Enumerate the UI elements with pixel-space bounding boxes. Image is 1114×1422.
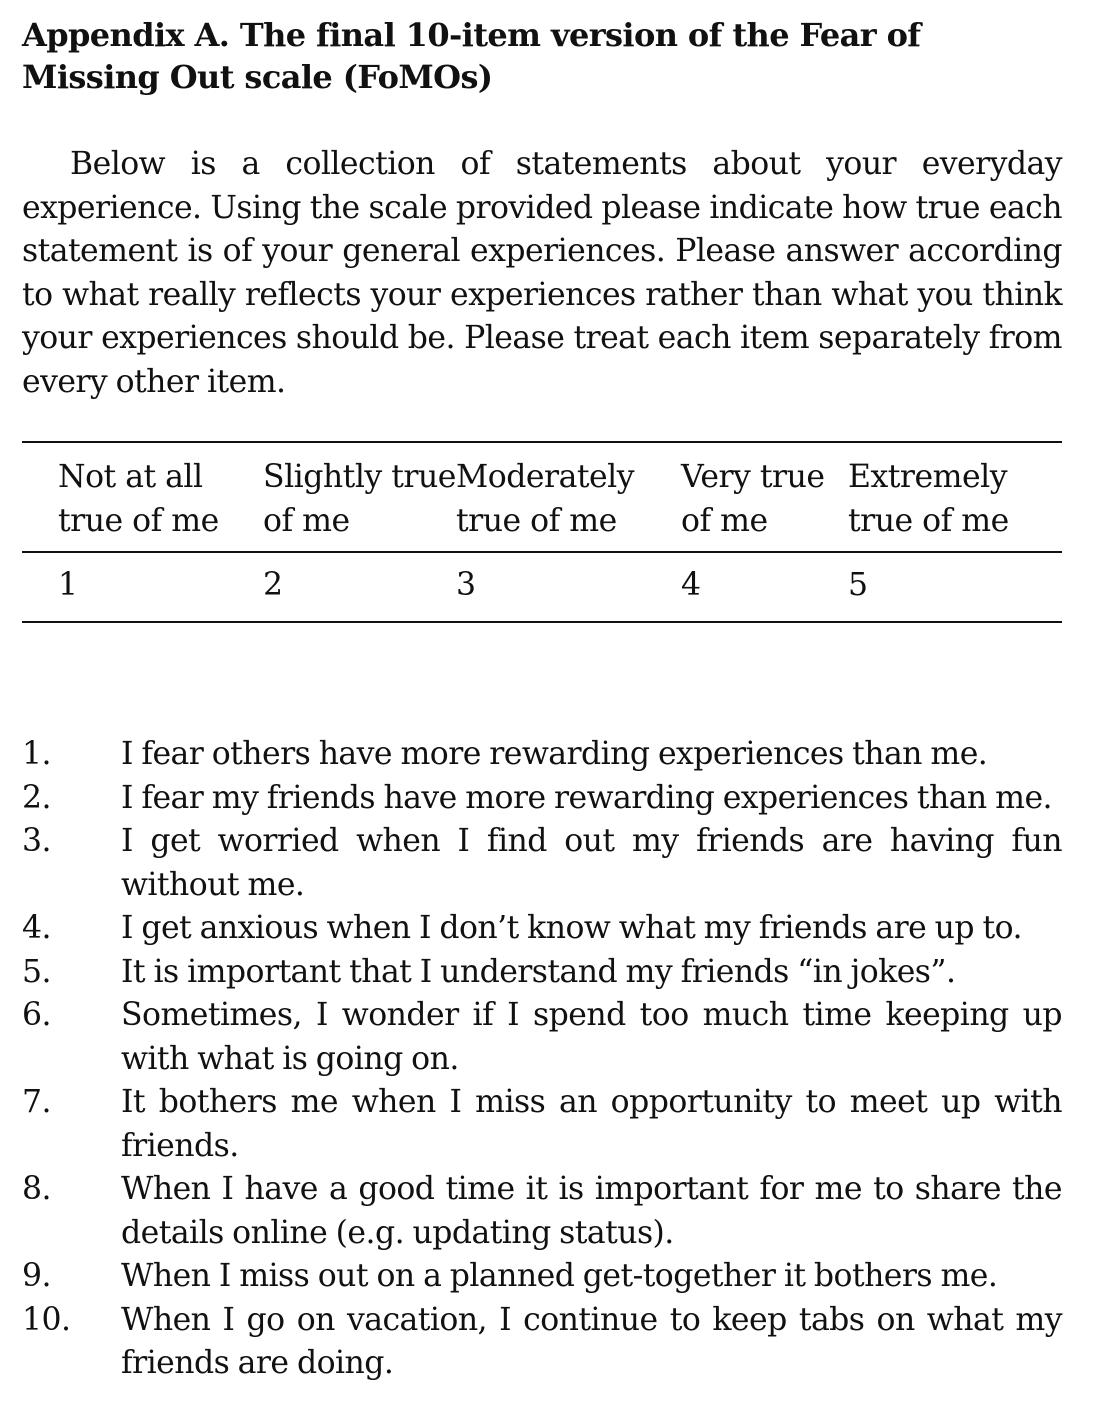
list-item — [22, 994, 1062, 1081]
item-number: 6. — [22, 997, 51, 1033]
scale-value-row — [22, 552, 1062, 622]
item-number: 5. — [22, 953, 51, 990]
list-item — [22, 733, 1062, 777]
item-text: I get worried when I find out my friends are having fun without me. — [121, 823, 1062, 903]
scale-value-2: 2 — [263, 567, 283, 603]
item-text: I get anxious when I don’t know what my friends are up to. — [121, 910, 1022, 946]
item-number: 3. — [22, 823, 51, 859]
item-number: 1. — [22, 736, 51, 772]
scale-header-1: Not at all true of me — [58, 459, 219, 539]
item-text: When I miss out on a planned get-together it bothers me. — [121, 1258, 998, 1294]
scale-header-row — [22, 442, 1062, 552]
item-text: It is important that I understand my friends “in jokes”. — [121, 953, 956, 990]
item-text: When I go on vacation, I continue to keep tabs on what my friends are doing. — [121, 1301, 1062, 1381]
item-number: 7. — [22, 1084, 51, 1120]
scale-value-5: 5 — [848, 567, 868, 603]
scale-header-5: Extremely true of me — [848, 459, 1009, 539]
item-text: It bothers me when I miss an opportunity to meet up with friends. — [121, 1084, 1062, 1164]
appendix-title: Appendix A. The final 10-item version of the Fear of Missing Out scale (FoMOs) — [22, 16, 921, 96]
item-text: Sometimes, I wonder if I spend too much time keeping up with what is going on. — [121, 997, 1062, 1077]
scale-value-3: 3 — [456, 567, 476, 603]
list-item — [22, 1168, 1062, 1255]
scale-value-4: 4 — [681, 567, 701, 603]
list-item — [22, 1255, 1062, 1299]
list-item — [22, 907, 1062, 951]
item-number: 4. — [22, 910, 51, 946]
list-item — [22, 1081, 1062, 1168]
scale-value-1: 1 — [58, 567, 78, 603]
scale-header-3: Moderately true of me — [456, 459, 635, 539]
list-item — [22, 1299, 1062, 1386]
item-text: I fear my friends have more rewarding experiences than me. — [121, 779, 1053, 816]
item-number: 8. — [22, 1171, 51, 1207]
response-scale-table — [22, 441, 1062, 623]
item-number: 2. — [22, 779, 51, 816]
list-item — [22, 777, 1062, 821]
scale-items-list — [22, 733, 1062, 1386]
paper-page — [22, 0, 1062, 1386]
list-item — [22, 951, 1062, 995]
scale-header-4: Very true of me — [681, 459, 825, 539]
instructions-paragraph: Below is a collection of statements about your everyday experience. Using the scale provided please indicate how true each statement is of your general experiences. Please answer according to what really reflects your experiences rather than what you think your experiences should be. Please treat each item separately from every other item. — [22, 146, 1062, 400]
item-text: When I have a good time it is important for me to share the details online (e.g. updating status). — [121, 1171, 1062, 1251]
item-text: I fear others have more rewarding experiences than me. — [121, 736, 988, 772]
list-item — [22, 820, 1062, 907]
scale-header-2: Slightly true of me — [263, 459, 456, 539]
item-number: 9. — [22, 1258, 51, 1294]
item-number: 10. — [22, 1301, 71, 1338]
